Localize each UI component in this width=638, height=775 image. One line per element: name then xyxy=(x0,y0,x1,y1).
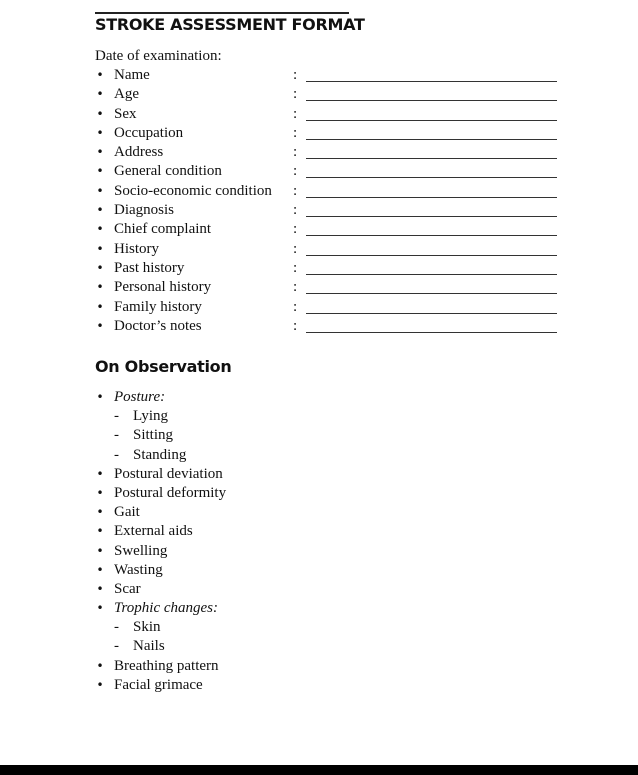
list-item-label: Scar xyxy=(114,580,141,597)
field-row-personal-history xyxy=(95,278,565,297)
field-label: Family history xyxy=(114,298,202,315)
field-colon: : xyxy=(293,298,298,315)
list-item-trophic-changes xyxy=(95,599,495,618)
field-colon: : xyxy=(293,221,298,238)
sub-item-label: Nails xyxy=(133,638,165,655)
bullet-icon: • xyxy=(96,466,104,481)
bullet-icon: • xyxy=(96,485,104,500)
bullet-icon: • xyxy=(96,601,104,616)
field-label: Age xyxy=(114,86,139,103)
bullet-icon: • xyxy=(96,106,104,121)
list-item-label: Trophic changes: xyxy=(114,600,219,617)
field-label: Past history xyxy=(114,259,185,276)
sub-item-lying xyxy=(95,407,495,426)
field-row-doctors-notes xyxy=(95,317,565,336)
field-colon: : xyxy=(293,67,298,83)
list-item-posture xyxy=(95,388,495,407)
blank-fill-line xyxy=(306,177,557,178)
field-label: Chief complaint xyxy=(114,221,212,238)
field-colon: : xyxy=(293,240,298,257)
bullet-icon: • xyxy=(96,543,104,558)
field-label: Diagnosis xyxy=(114,202,174,219)
patient-details-list xyxy=(95,66,565,336)
bullet-icon: • xyxy=(96,658,104,673)
blank-fill-line xyxy=(306,332,557,333)
field-colon: : xyxy=(293,202,298,219)
field-colon: : xyxy=(293,144,298,161)
list-item-swelling xyxy=(95,542,495,561)
dash-icon: - xyxy=(114,408,119,425)
list-item-gait xyxy=(95,503,495,522)
blank-fill-line xyxy=(306,216,557,217)
bullet-icon: • xyxy=(96,241,104,256)
blank-fill-line xyxy=(306,139,557,140)
list-item-label: Postural deformity xyxy=(114,484,227,501)
list-item-external-aids xyxy=(95,522,495,541)
list-item-label: External aids xyxy=(114,523,193,540)
dash-icon: - xyxy=(114,446,119,463)
field-colon: : xyxy=(293,163,298,180)
field-row-age xyxy=(95,85,565,104)
bottom-border-bar xyxy=(0,765,638,775)
field-colon: : xyxy=(293,317,298,334)
list-item-label: Postural deviation xyxy=(114,465,223,482)
field-label: Address xyxy=(114,144,164,161)
bullet-icon: • xyxy=(96,164,104,179)
sub-item-label: Sitting xyxy=(133,427,174,444)
dash-icon: - xyxy=(114,619,119,636)
blank-fill-line xyxy=(306,100,557,101)
list-item-postural-deviation xyxy=(95,465,495,484)
bullet-icon: • xyxy=(96,145,104,160)
date-of-examination-label: Date of examination: xyxy=(95,48,222,64)
field-colon: : xyxy=(293,279,298,296)
field-label: Personal history xyxy=(114,279,212,296)
field-colon: : xyxy=(293,259,298,276)
field-label: History xyxy=(114,240,159,257)
field-row-past-history xyxy=(95,259,565,278)
list-item-label: Facial grimace xyxy=(114,676,203,693)
field-row-occupation xyxy=(95,124,565,143)
blank-fill-line xyxy=(306,274,557,275)
bullet-icon: • xyxy=(96,390,104,404)
field-row-chief-complaint xyxy=(95,220,565,239)
field-label: Name xyxy=(114,67,150,83)
document-title: STROKE ASSESSMENT FORMAT xyxy=(95,15,365,34)
list-item-scar xyxy=(95,580,495,599)
blank-fill-line xyxy=(306,81,557,82)
list-item-label: Posture: xyxy=(114,389,166,405)
bullet-icon: • xyxy=(96,562,104,577)
blank-fill-line xyxy=(306,255,557,256)
bullet-icon: • xyxy=(96,299,104,314)
bullet-icon: • xyxy=(96,677,104,692)
sub-item-label: Skin xyxy=(133,619,161,636)
bullet-icon: • xyxy=(96,87,104,102)
sub-item-standing xyxy=(95,446,495,465)
sub-item-label: Lying xyxy=(133,408,169,425)
blank-fill-line xyxy=(306,293,557,294)
bullet-icon: • xyxy=(96,125,104,140)
list-item-breathing-pattern xyxy=(95,657,495,676)
list-item-label: Breathing pattern xyxy=(114,657,219,674)
list-item-facial-grimace xyxy=(95,676,495,695)
bullet-icon: • xyxy=(96,505,104,520)
field-label: Sex xyxy=(114,105,137,122)
field-row-socio-economic-condition xyxy=(95,182,565,201)
bullet-icon: • xyxy=(96,203,104,218)
field-row-history xyxy=(95,240,565,259)
field-row-family-history xyxy=(95,298,565,317)
list-item-wasting xyxy=(95,561,495,580)
field-label: Socio-economic condition xyxy=(114,182,272,199)
bullet-icon: • xyxy=(96,524,104,539)
field-row-diagnosis xyxy=(95,201,565,220)
list-item-label: Swelling xyxy=(114,542,168,559)
dash-icon: - xyxy=(114,638,119,655)
sub-item-skin xyxy=(95,618,495,637)
bullet-icon: • xyxy=(96,581,104,596)
bullet-icon: • xyxy=(96,280,104,295)
field-colon: : xyxy=(293,86,298,103)
bullet-icon: • xyxy=(96,318,104,333)
field-row-general-condition xyxy=(95,162,565,181)
field-colon: : xyxy=(293,105,298,122)
sub-item-nails xyxy=(95,637,495,656)
field-row-name xyxy=(95,66,565,85)
field-label: Occupation xyxy=(114,124,184,141)
field-row-sex xyxy=(95,105,565,124)
blank-fill-line xyxy=(306,313,557,314)
blank-fill-line xyxy=(306,197,557,198)
bullet-icon: • xyxy=(96,68,104,82)
blank-fill-line xyxy=(306,235,557,236)
blank-fill-line xyxy=(306,120,557,121)
bullet-icon: • xyxy=(96,260,104,275)
field-colon: : xyxy=(293,124,298,141)
sub-item-sitting xyxy=(95,426,495,445)
sub-item-label: Standing xyxy=(133,446,187,463)
observation-heading: On Observation xyxy=(95,357,232,376)
bullet-icon: • xyxy=(96,183,104,198)
dash-icon: - xyxy=(114,427,119,444)
field-label: Doctor’s notes xyxy=(114,317,202,334)
list-item-label: Gait xyxy=(114,504,140,521)
field-row-address xyxy=(95,143,565,162)
blank-fill-line xyxy=(306,158,557,159)
bullet-icon: • xyxy=(96,222,104,237)
observation-list xyxy=(95,388,495,695)
list-item-postural-deformity xyxy=(95,484,495,503)
field-label: General condition xyxy=(114,163,222,180)
field-colon: : xyxy=(293,182,298,199)
list-item-label: Wasting xyxy=(114,561,163,578)
